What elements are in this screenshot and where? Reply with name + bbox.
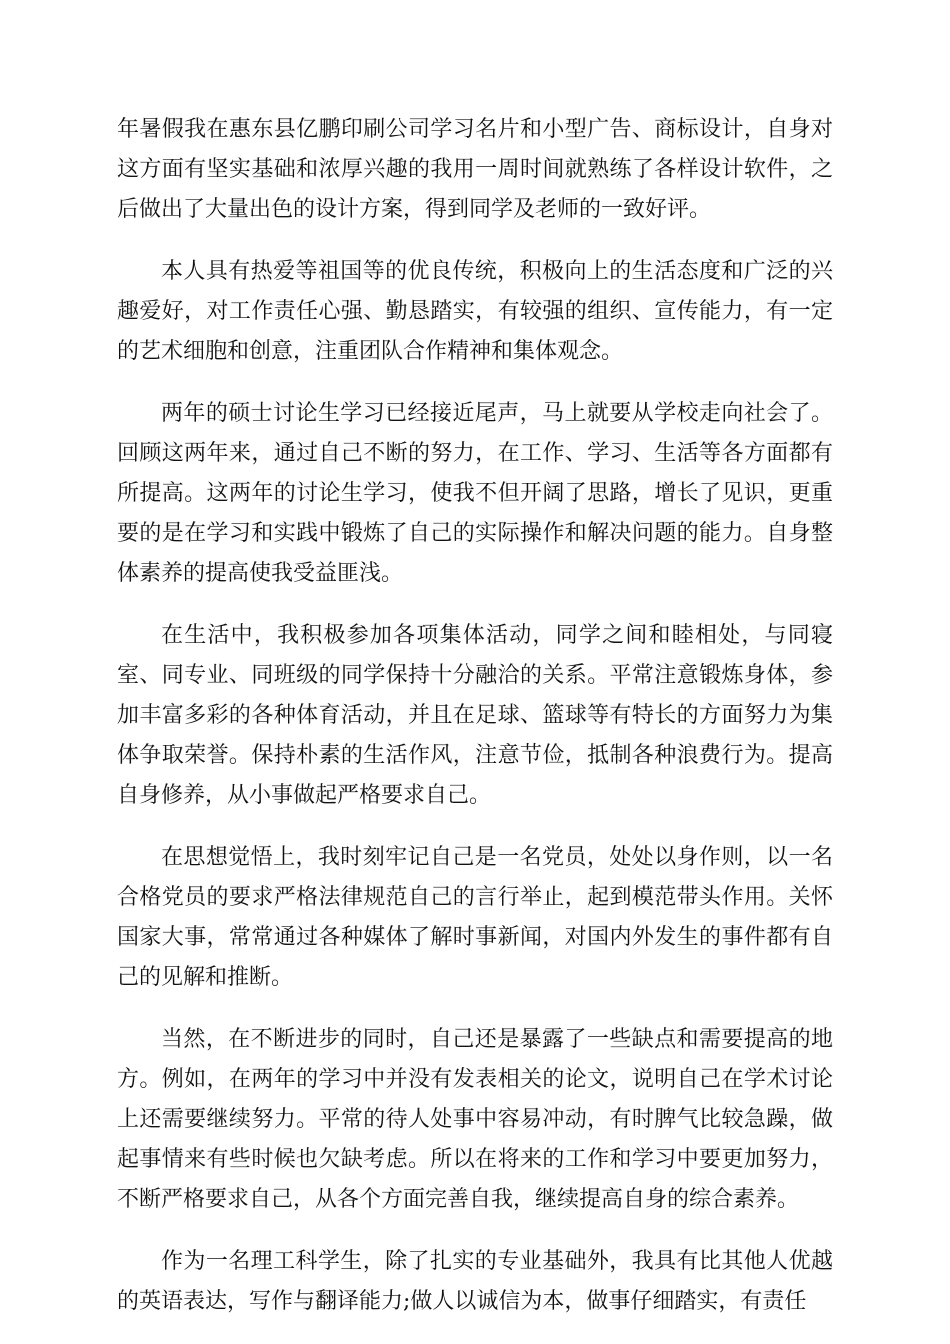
paragraph-4: 在生活中，我积极参加各项集体活动，同学之间和睦相处，与同寝室、同专业、同班级的同学保持十分融洽的关系。平常注意锻炼身体，参加丰富多彩的各种体育活动，并且在足球、篮球等有特长的方面努力为集体争取荣誉。保持朴素的生活作风，注意节俭，抵制各种浪费行为。提高自身修养，从小事做起严格要求自己。 — [117, 623, 833, 808]
paragraph-2: 本人具有热爱等祖国等的优良传统，积极向上的生活态度和广泛的兴趣爱好，对工作责任心强、勤恳踏实，有较强的组织、宣传能力，有一定的艺术细胞和创意，注重团队合作精神和集体观念。 — [117, 259, 833, 364]
document-body — [117, 110, 833, 1344]
paragraph-1: 年暑假我在惠东县亿鹏印刷公司学习名片和小型广告、商标设计，自身对这方面有坚实基础和浓厚兴趣的我用一周时间就熟练了各样设计软件，之后做出了大量出色的设计方案，得到同学及老师的一致好评。 — [117, 117, 833, 222]
paragraph-3: 两年的硕士讨论生学习已经接近尾声，马上就要从学校走向社会了。回顾这两年来，通过自己不断的努力，在工作、学习、生活等各方面都有所提高。这两年的讨论生学习，使我不但开阔了思路，增长了见识，更重要的是在学习和实践中锻炼了自己的实际操作和解决问题的能力。自身整体素养的提高使我受益匪浅。 — [117, 401, 833, 586]
paragraph-5: 在思想觉悟上，我时刻牢记自己是一名党员，处处以身作则，以一名合格党员的要求严格法律规范自己的言行举止，起到模范带头作用。关怀国家大事，常常通过各种媒体了解时事新闻，对国内外发生的事件都有自己的见解和推断。 — [117, 845, 833, 990]
paragraph-7: 作为一名理工科学生，除了扎实的专业基础外，我具有比其他人优越的英语表达，写作与翻译能力;做人以诚信为本，做事仔细踏实，有责任 — [117, 1249, 833, 1314]
paragraph-6: 当然，在不断进步的同时，自己还是暴露了一些缺点和需要提高的地方。例如，在两年的学习中并没有发表相关的论文，说明自己在学术讨论上还需要继续努力。平常的待人处事中容易冲动，有时脾气比较急躁，做起事情来有些时候也欠缺考虑。所以在将来的工作和学习中要更加努力，不断严格要求自己，从各个方面完善自我，继续提高自身的综合素养。 — [117, 1027, 833, 1212]
